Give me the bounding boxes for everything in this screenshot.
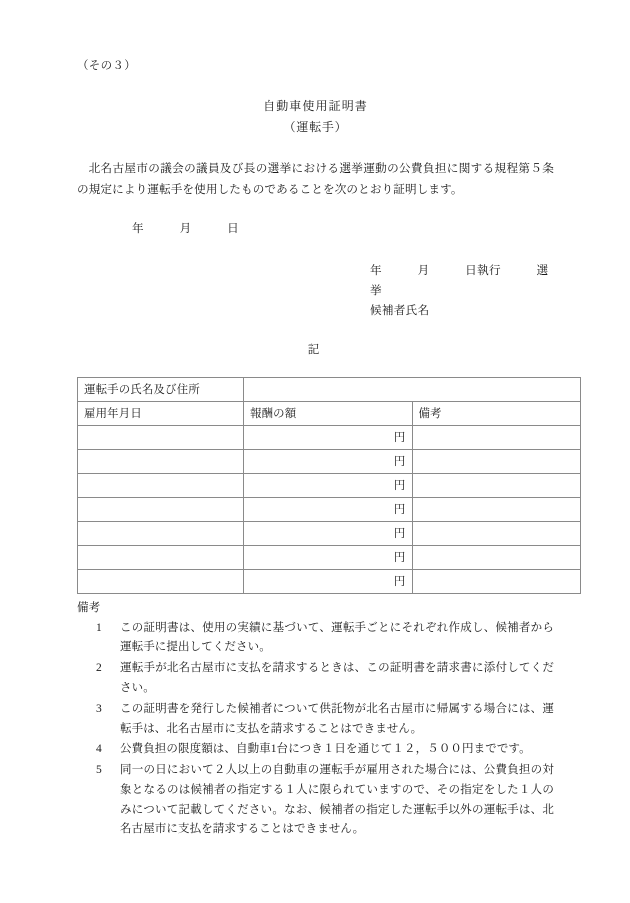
remark-text: 公費負担の限度額は、自動車1台につき１日を通じて１２，５００円までです。 [120, 743, 531, 756]
remark-number: 4 [96, 743, 102, 756]
cell-driver-name-address-label: 運転手の氏名及び住所 [78, 377, 244, 401]
certification-body-paragraph: 北名古屋市の議会の議員及び長の選挙における選挙運動の公費負担に関する規程第５条の規定により運転手を使用したものであることを次のとおり証明します。 [77, 162, 554, 196]
cell-header-remarks: 備考 [412, 401, 581, 425]
cell-remarks[interactable] [412, 449, 581, 473]
cell-amount[interactable]: 円 [244, 545, 413, 569]
remark-number: 3 [96, 702, 102, 715]
cell-remarks[interactable] [412, 521, 581, 545]
list-item [77, 619, 554, 659]
cell-employment-date[interactable] [78, 425, 244, 449]
cell-amount[interactable]: 円 [244, 569, 413, 593]
cell-remarks[interactable] [412, 545, 581, 569]
cell-header-amount: 報酬の額 [244, 401, 413, 425]
cell-header-employment-date: 雇用年月日 [78, 401, 244, 425]
form-code-label: （その３） [77, 60, 136, 72]
cell-amount[interactable]: 円 [244, 449, 413, 473]
cell-remarks[interactable] [412, 497, 581, 521]
list-item [77, 700, 554, 740]
remark-text: この証明書は、使用の実績に基づいて、運転手ごとにそれぞれ作成し、候補者から運転手に提出してください。 [120, 621, 554, 654]
remark-text: この証明書を発行した候補者について供託物が北名古屋市に帰属する場合には、運転手は、北名古屋市に支払を請求することはできません。 [120, 702, 554, 735]
table-row [78, 449, 581, 473]
cell-employment-date[interactable] [78, 545, 244, 569]
cell-amount[interactable]: 円 [244, 473, 413, 497]
cell-employment-date[interactable] [78, 521, 244, 545]
table-row-column-headers [78, 401, 581, 425]
table-row [78, 425, 581, 449]
table-row [78, 473, 581, 497]
cell-employment-date[interactable] [78, 473, 244, 497]
candidate-name-label: 候補者氏名 [370, 303, 430, 317]
signature-block [77, 261, 554, 321]
table-row [78, 521, 581, 545]
page-subtitle: （運転手） [283, 120, 348, 135]
driver-payment-table [77, 377, 581, 594]
table-row [78, 497, 581, 521]
document-content [77, 58, 554, 840]
ki-marker: 記 [307, 342, 320, 356]
document-title-block [77, 96, 554, 138]
cell-amount[interactable]: 円 [244, 497, 413, 521]
cell-remarks[interactable] [412, 425, 581, 449]
cell-employment-date[interactable] [78, 497, 244, 521]
list-item [77, 659, 554, 699]
cell-amount[interactable]: 円 [244, 425, 413, 449]
remark-number: 5 [96, 764, 102, 777]
issue-date-line: 年 月 日 [132, 222, 240, 236]
list-item [77, 740, 554, 760]
remark-text: 同一の日において２人以上の自動車の運転手が雇用された場合には、公費負担の対象となるのは候補者の指定する１人に限られていますので、その指定をした１人のみについて記載してください。なお、候補者の指定した運転手以外の運転手は、北名古屋市に支払を請求することはできません。 [120, 764, 554, 836]
election-date-line: 年 月 日執行 選挙 [370, 264, 549, 297]
cell-employment-date[interactable] [78, 569, 244, 593]
cell-remarks[interactable] [412, 473, 581, 497]
cell-amount[interactable]: 円 [244, 521, 413, 545]
remarks-label: 備考 [77, 601, 101, 614]
remark-number: 2 [96, 662, 102, 675]
page-title: 自動車使用証明書 [263, 99, 368, 114]
cell-driver-name-address-value[interactable] [244, 377, 581, 401]
remark-number: 1 [96, 621, 102, 634]
table-body [78, 377, 581, 593]
remarks-section [77, 600, 554, 840]
cell-remarks[interactable] [412, 569, 581, 593]
remark-text: 運転手が北名古屋市に支払を請求するときは、この証明書を請求書に添付してください。 [120, 662, 554, 694]
list-item [77, 761, 554, 840]
cell-employment-date[interactable] [78, 449, 244, 473]
table-row-driver-info [78, 377, 581, 401]
table-row [78, 569, 581, 593]
table-row [78, 545, 581, 569]
